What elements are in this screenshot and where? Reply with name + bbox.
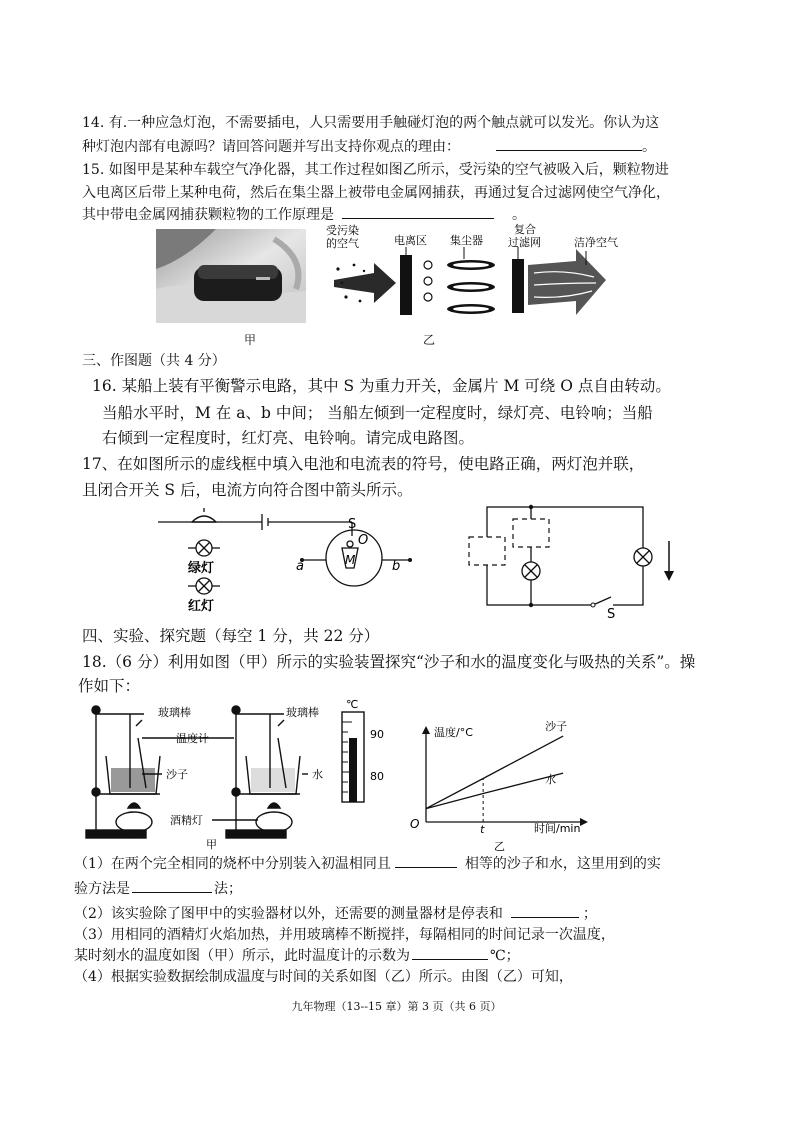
q16-line3: 右倾到一定程度时，红灯亮、电铃响。请完成电路图。 bbox=[102, 429, 475, 447]
q14-line1: 14. 有.一种应急灯泡，不需要插电，人只需要用手触碰灯泡的两个触点就可以发光。你认为这 bbox=[82, 115, 660, 131]
label-polluted-air-1: 受污染 bbox=[326, 224, 359, 237]
balance-alarm-circuit bbox=[158, 504, 418, 614]
section4-title: 四、实验、探究题（每空 1 分，共 22 分） bbox=[82, 627, 380, 645]
q17-line2: 且闭合开关 S 后，电流方向符合图中箭头所示。 bbox=[82, 481, 413, 499]
sand-water-apparatus bbox=[80, 698, 410, 851]
series-line-0 bbox=[426, 736, 563, 809]
q18-s3-line2: 某时刻水的温度如图（甲）所示，此时温度计的示数为 ℃； bbox=[74, 945, 520, 966]
chart-origin: O bbox=[410, 817, 420, 831]
label-S: S bbox=[348, 517, 357, 532]
label-glass-rod-1: 玻璃棒 bbox=[158, 706, 191, 719]
purifier-process-diagram bbox=[324, 225, 644, 335]
s2-blank[interactable] bbox=[511, 903, 579, 918]
label-S2: S bbox=[607, 607, 616, 622]
label-collector: 集尘器 bbox=[450, 234, 483, 247]
q14-answer-blank[interactable] bbox=[496, 136, 642, 151]
label-ionization: 电离区 bbox=[394, 234, 427, 247]
q17-line1: 17、在如图所示的虚线框中填入电池和电流表的符号，使电路正确，两灯泡并联， bbox=[82, 455, 645, 473]
label-b: b bbox=[392, 559, 401, 574]
q18-line2: 作如下： bbox=[78, 677, 141, 695]
label-alcohol-lamp: 酒精灯 bbox=[170, 814, 203, 827]
chart-marker-label: t bbox=[480, 823, 485, 836]
s1-blank-2[interactable] bbox=[132, 878, 212, 893]
label-clean-air: 洁净空气 bbox=[574, 236, 618, 249]
label-M: M bbox=[345, 553, 356, 567]
q15-answer-blank[interactable] bbox=[342, 204, 494, 219]
fig-label-jia: 甲 bbox=[244, 333, 257, 347]
fig-label-yi: 乙 bbox=[423, 333, 436, 347]
label-celsius: ℃ bbox=[346, 698, 359, 711]
series-label-1: 水 bbox=[545, 773, 557, 787]
label-O: O bbox=[358, 533, 369, 548]
label-tick-90: 90 bbox=[370, 728, 384, 741]
label-water: 水 bbox=[312, 768, 323, 781]
q15-line1: 15. 如图甲是某种车载空气净化器，其工作过程如图乙所示，受污染的空气被吸入后，颗粒物进 bbox=[82, 162, 669, 178]
label-polluted-air-2: 的空气 bbox=[326, 237, 359, 250]
parallel-lamp-circuit bbox=[465, 503, 695, 622]
q18-s2: （2）该实验除了图甲中的实验器材以外，还需要的测量器材是停表和 ； bbox=[74, 903, 597, 924]
label-sand: 沙子 bbox=[166, 768, 188, 781]
label-fig-jia-2: 甲 bbox=[206, 838, 217, 851]
temperature-time-chart bbox=[410, 722, 610, 852]
chart-xlabel: 时间/min bbox=[534, 822, 581, 835]
label-filter-1: 复合 bbox=[514, 223, 536, 236]
s1-blank-1[interactable] bbox=[395, 853, 457, 868]
label-filter-2: 过滤网 bbox=[508, 236, 541, 249]
section3-title: 三、作图题（共 4 分） bbox=[82, 353, 226, 369]
air-purifier-photo bbox=[156, 229, 306, 323]
series-line-1 bbox=[426, 773, 563, 808]
q16-line1: 16. 某船上装有平衡警示电路，其中 S 为重力开关，金属片 M 可绕 O 点自由转动。 bbox=[92, 377, 671, 395]
q18-s3-line1: （3）用相同的酒精灯火焰加热，并用玻璃棒不断搅拌，每隔相同的时间记录一次温度， bbox=[74, 927, 615, 943]
page-footer: 九年物理（13--15 章）第 3 页（共 6 页） bbox=[291, 1000, 502, 1013]
q15-line2: 入电离区后带上某种电荷，然后在集尘器上被带电金属网捕获，再通过复合过滤网使空气净化， bbox=[82, 185, 670, 201]
q18-s1-line2: 验方法是 法； bbox=[74, 878, 242, 899]
chart-figure-label: 乙 bbox=[494, 840, 505, 853]
label-thermometer: 温度计 bbox=[176, 732, 209, 745]
s3-blank[interactable] bbox=[412, 945, 488, 960]
series-label-0: 沙子 bbox=[545, 720, 568, 734]
label-green-lamp: 绿灯 bbox=[188, 561, 215, 576]
q16-line2: 当船水平时，M 在 a、b 中间； 当船左倾到一定程度时，绿灯亮、电铃响；当船 bbox=[102, 404, 653, 422]
q15-line3: 其中带电金属网捕获颗粒物的工作原理是 。 bbox=[82, 204, 526, 225]
label-red-lamp: 红灯 bbox=[188, 599, 215, 614]
label-tick-80: 80 bbox=[370, 770, 384, 783]
label-a: a bbox=[296, 559, 304, 574]
q18-line1: 18.（6 分）利用如图（甲）所示的实验装置探究“沙子和水的温度变化与吸热的关系”。操 bbox=[82, 653, 696, 671]
q18-s4: （4）根据实验数据绘制成温度与时间的关系如图（乙）所示。由图（乙）可知， bbox=[74, 969, 573, 985]
label-glass-rod-2: 玻璃棒 bbox=[286, 706, 319, 719]
chart-ylabel: 温度/°C bbox=[434, 726, 473, 739]
q18-s1-line1: （1）在两个完全相同的烧杯中分别装入初温相同且 相等的沙子和水，这里用到的实 bbox=[74, 853, 661, 874]
q14-line2: 种灯泡内部有电源吗？请回答问题并写出支持你观点的理由： 。 bbox=[82, 136, 656, 157]
